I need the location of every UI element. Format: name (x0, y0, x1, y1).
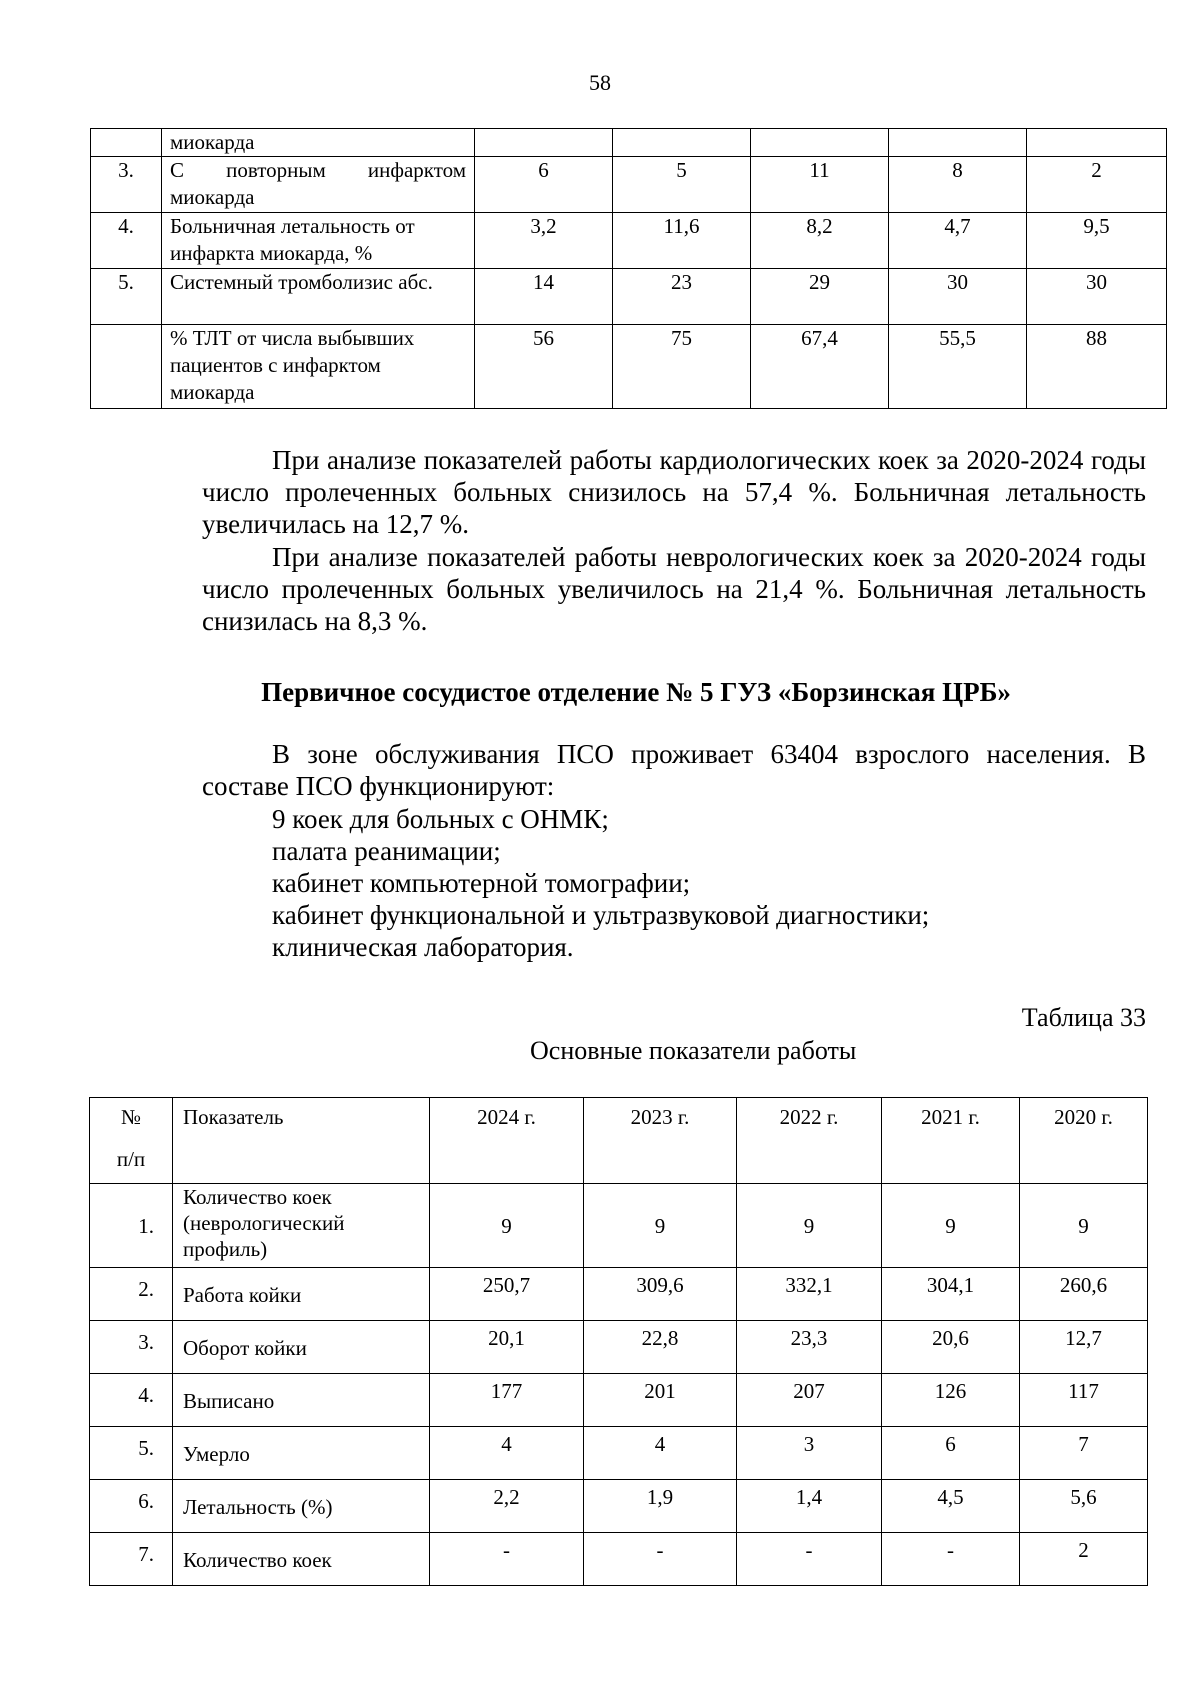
row-label: миокарда (162, 129, 475, 157)
cell-value: 2,2 (430, 1480, 584, 1533)
cell-value: 30 (1027, 269, 1167, 325)
cell-value: 250,7 (430, 1268, 584, 1321)
cell-value: 9 (882, 1184, 1020, 1268)
cell-value: 23,3 (737, 1321, 882, 1374)
row-number: 4. (91, 213, 162, 269)
cell-value: 5,6 (1020, 1480, 1148, 1533)
table-row (91, 129, 1167, 157)
cell-value: 22,8 (584, 1321, 737, 1374)
cell-value: 2 (1027, 157, 1167, 213)
cell-value: 4,7 (889, 213, 1027, 269)
row-label: С повторным инфарктом миокарда (162, 157, 475, 213)
cell-value: 12,7 (1020, 1321, 1148, 1374)
table-row (90, 1184, 1148, 1268)
cell-value (751, 129, 889, 157)
cell-value: - (737, 1533, 882, 1586)
cell-value: 55,5 (889, 325, 1027, 409)
cell-value: 117 (1020, 1374, 1148, 1427)
cell-value: 1,9 (584, 1480, 737, 1533)
paragraph-text: При анализе показателей работы кардиологических коек за 2020-2024 годы число пролеченных больных снизилось на 57,4 %. Больничная летальность увеличилась на 12,7 %. (202, 445, 1146, 539)
table-row (90, 1374, 1148, 1427)
cell-value: 5 (613, 157, 751, 213)
cell-value: 9 (430, 1184, 584, 1268)
table-row (90, 1480, 1148, 1533)
paragraph-neurology (202, 541, 1146, 637)
row-label: % ТЛТ от числа выбывших пациентов с инфарктом миокарда (162, 325, 475, 409)
cell-value: 20,1 (430, 1321, 584, 1374)
row-label: Умерло (173, 1427, 430, 1480)
cell-value (613, 129, 751, 157)
cell-value: 9,5 (1027, 213, 1167, 269)
cell-value: 207 (737, 1374, 882, 1427)
list-item: 9 коек для больных с ОНМК; (272, 804, 609, 834)
table-row (90, 1321, 1148, 1374)
cell-value: 30 (889, 269, 1027, 325)
header-year: 2022 г. (737, 1098, 882, 1184)
cell-value: 260,6 (1020, 1268, 1148, 1321)
header-num (90, 1098, 173, 1184)
cell-value: 56 (475, 325, 613, 409)
cell-value (475, 129, 613, 157)
row-number: 4. (90, 1374, 173, 1427)
table-row (90, 1533, 1148, 1586)
cell-value: 9 (737, 1184, 882, 1268)
cell-value: 4 (430, 1427, 584, 1480)
cell-value: 6 (475, 157, 613, 213)
header-year: 2023 г. (584, 1098, 737, 1184)
paragraph-pso (202, 738, 1146, 802)
cell-value: 20,6 (882, 1321, 1020, 1374)
row-label: Выписано (173, 1374, 430, 1427)
cell-value: 3 (737, 1427, 882, 1480)
row-label: Больничная летальность от инфаркта миокарда, % (162, 213, 475, 269)
row-label: Оборот койки (173, 1321, 430, 1374)
cell-value (889, 129, 1027, 157)
cell-value: 29 (751, 269, 889, 325)
paragraph-text: В зоне обслуживания ПСО проживает 63404 взрослого населения. В составе ПСО функционируют: (202, 739, 1146, 801)
cell-value: 1,4 (737, 1480, 882, 1533)
header-num-bottom: п/п (116, 1147, 146, 1171)
cell-value: 88 (1027, 325, 1167, 409)
paragraph-cardiology (202, 444, 1146, 540)
table-continued (90, 128, 1167, 409)
header-year: 2024 г. (430, 1098, 584, 1184)
cell-value: 126 (882, 1374, 1020, 1427)
list-item: кабинет функциональной и ультразвуковой диагностики; (272, 900, 930, 930)
list-item: палата реанимации; (272, 836, 501, 866)
row-label: Системный тромболизис абс. (162, 269, 475, 325)
cell-value: 8 (889, 157, 1027, 213)
table-title: Основные показатели работы (530, 1036, 857, 1065)
cell-value: 177 (430, 1374, 584, 1427)
row-number (91, 325, 162, 409)
row-number (91, 129, 162, 157)
header-indicator: Показатель (173, 1098, 430, 1184)
cell-value: 309,6 (584, 1268, 737, 1321)
cell-value: 9 (1020, 1184, 1148, 1268)
cell-value: 7 (1020, 1427, 1148, 1480)
list-item: клиническая лаборатория. (272, 932, 574, 962)
section-heading: Первичное сосудистое отделение № 5 ГУЗ «Борзинская ЦРБ» (261, 677, 1011, 707)
cell-value: 75 (613, 325, 751, 409)
cell-value: - (584, 1533, 737, 1586)
list-item: кабинет компьютерной томографии; (272, 868, 691, 898)
cell-value: 201 (584, 1374, 737, 1427)
cell-value: 2 (1020, 1533, 1148, 1586)
header-year: 2021 г. (882, 1098, 1020, 1184)
row-number: 2. (90, 1268, 173, 1321)
cell-value: 4 (584, 1427, 737, 1480)
row-number: 1. (90, 1184, 173, 1268)
cell-value: - (882, 1533, 1020, 1586)
table-row (90, 1268, 1148, 1321)
header-year: 2020 г. (1020, 1098, 1148, 1184)
header-num-top: № (120, 1105, 142, 1129)
row-label: Летальность (%) (173, 1480, 430, 1533)
table-main (89, 1097, 1148, 1586)
row-number: 5. (90, 1427, 173, 1480)
cell-value: - (430, 1533, 584, 1586)
table-row (91, 269, 1167, 325)
cell-value: 11 (751, 157, 889, 213)
cell-value: 67,4 (751, 325, 889, 409)
row-number: 3. (91, 157, 162, 213)
table-header-row (90, 1098, 1148, 1184)
row-number: 3. (90, 1321, 173, 1374)
cell-value: 304,1 (882, 1268, 1020, 1321)
cell-value: 14 (475, 269, 613, 325)
cell-value: 3,2 (475, 213, 613, 269)
row-label: Количество коек (неврологический профиль) (173, 1184, 430, 1268)
table-row (91, 157, 1167, 213)
table-row (91, 325, 1167, 409)
table-row (91, 213, 1167, 269)
cell-value: 8,2 (751, 213, 889, 269)
row-number: 6. (90, 1480, 173, 1533)
row-label: Работа койки (173, 1268, 430, 1321)
row-number: 5. (91, 269, 162, 325)
cell-value: 11,6 (613, 213, 751, 269)
row-label: Количество коек (173, 1533, 430, 1586)
cell-value: 9 (584, 1184, 737, 1268)
page-number: 58 (589, 70, 611, 95)
cell-value: 332,1 (737, 1268, 882, 1321)
cell-value: 23 (613, 269, 751, 325)
cell-value: 6 (882, 1427, 1020, 1480)
row-number: 7. (90, 1533, 173, 1586)
paragraph-text: При анализе показателей работы неврологических коек за 2020-2024 годы число пролеченных больных увеличилось на 21,4 %. Больничная летальность снизилась на 8,3 %. (202, 542, 1146, 636)
cell-value: 4,5 (882, 1480, 1020, 1533)
cell-value (1027, 129, 1167, 157)
table-label: Таблица 33 (1021, 1003, 1146, 1032)
table-row (90, 1427, 1148, 1480)
